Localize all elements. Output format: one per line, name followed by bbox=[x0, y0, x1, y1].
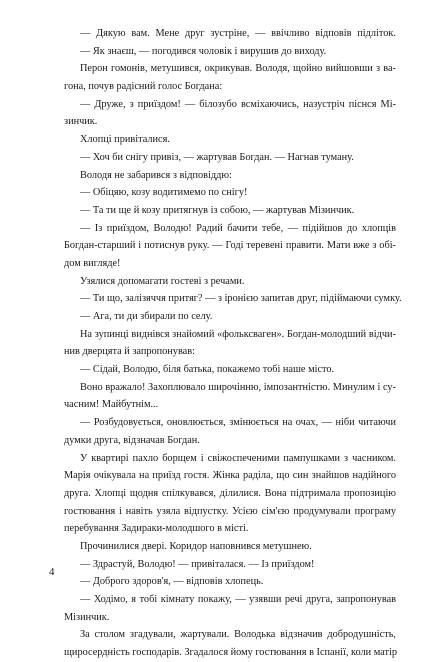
text-line: перебування Задираки-молодшого в місті. bbox=[64, 523, 249, 535]
text-line: думки друга, відзначав Богдан. bbox=[64, 434, 200, 446]
text-line: дом вигляде! bbox=[64, 257, 121, 269]
text-line: — Друже, з приїздом! — білозубо всміхаючись, назустріч піснся Мі- bbox=[80, 98, 396, 110]
text-line: друга. Хлопці щодня спілкувався, ділилися. Вона підтримала пропозицію bbox=[64, 487, 396, 499]
text-line: — Здрастуй, Володю! — привіталася. — Із приїздом! bbox=[80, 558, 315, 570]
text-line: нив дверцята й запропонував: bbox=[64, 346, 195, 358]
text-line: — Із приїздом, Володю! Радий бачити тебе, — підійшов до хлопців bbox=[80, 222, 396, 234]
text-line: гона, почув радісний голос Богдана: bbox=[64, 81, 223, 93]
text-line: — Дякую вам. Мене друг зустріне, — ввічливо відповів підліток. bbox=[80, 28, 396, 39]
text-line: Мізинчик. bbox=[64, 611, 110, 623]
text-line: — Та ти ще й козу притягнув із собою, — жартував Мізинчик. bbox=[80, 204, 355, 216]
text-line: Хлопці привіталися. bbox=[80, 134, 170, 146]
text-line: щиросердність господарів. Згадалося йому гостювання в Іспанії, коли матір bbox=[64, 647, 397, 659]
body-text bbox=[64, 25, 402, 662]
text-line: — Як знаєш, — погодився чоловік і вирушив до виходу. bbox=[80, 45, 327, 57]
text-line: На зупинці виднівся знайомий «фольксваген». Богдан-молодший відчи- bbox=[80, 328, 396, 340]
text-line: За столом згадували, жартували. Володька відзначив добродушність, bbox=[80, 629, 396, 641]
page-number: 4 bbox=[49, 566, 55, 578]
text-line: — Сідай, Володю, біля батька, покажемо тобі наше місто. bbox=[80, 364, 335, 376]
text-line: Воно вражало! Захоплювало широчінню, імпозантністю. Минулим і су- bbox=[80, 381, 396, 393]
text-line: У квартирі пахло борщем і свіжоспеченими пампушками з часником. bbox=[80, 452, 396, 464]
text-line: гостювання і навіть узяла відпустку. Усією сім'єю продумували програму bbox=[64, 505, 396, 517]
text-line: часним! Майбутнім... bbox=[64, 399, 159, 411]
text-line: — Розбудовується, оновлюється, змінюється на очах, — ніби читаючи bbox=[80, 417, 396, 429]
text-line: Володя не забарився з відповіддю: bbox=[80, 169, 232, 181]
text-line: — Хоч би снігу привіз, — жартував Богдан. — Нагнав туману. bbox=[80, 151, 354, 163]
text-line: — Обіцяю, козу водитимемо по снігу! bbox=[80, 187, 248, 199]
text-line: Узялися допомагати гостеві з речами. bbox=[80, 275, 245, 287]
text-line: Богдан-старший і потиснув руку. — Годі теревені правити. Мати вже з обі- bbox=[64, 240, 396, 252]
text-line: зинчик. bbox=[64, 116, 98, 128]
text-line: Перон гомонів, метушився, окрикував. Володя, щойно вийшовши з ва- bbox=[80, 63, 396, 75]
text-line: — Ага, ти ди збирали по селу. bbox=[80, 311, 213, 322]
text-line: — Доброго здоров'я, — відповів хлопець. bbox=[80, 576, 264, 588]
text-line: Марія очікувала на приїзд гостя. Жінка раділа, що син знайшов надійного bbox=[64, 470, 396, 482]
text-line: Прочинилися двері. Коридор наповнився метушнею. bbox=[80, 540, 312, 552]
text-line: — Ходімо, я тобі кімнату покажу, — узявши речі друга, запропонував bbox=[80, 594, 396, 605]
text-line: — Ти що, залізяччя притяг? — з іронією запитав друг, підіймаючи сумку. bbox=[80, 293, 402, 305]
